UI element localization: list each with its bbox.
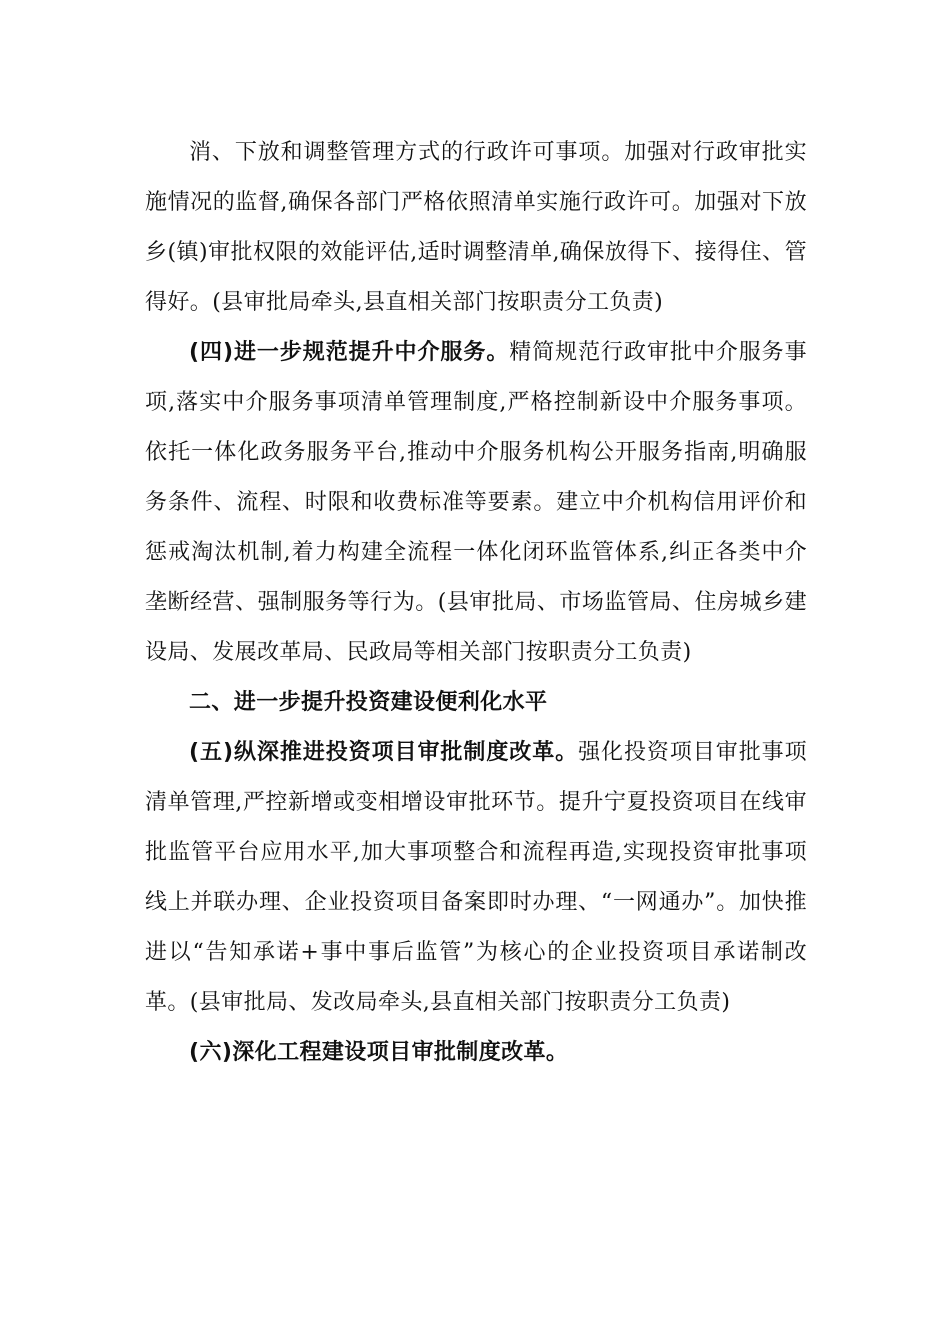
paragraph-text: 精简规范行政审批中介服务事项,落实中介服务事项清单管理制度,严格控制新设中介服务事项。依托一体化政务服务平台,推动中介服务机构公开服务指南,明确服务条件、流程、时限和收费标准等要素。建立中介机构信用评价和惩戒淘汰机制,着力构建全流程一体化闭环监管体系,纠正各类中介垄断经营、强制服务等行为。(县审批局、市场监管局、住房城乡建设局、发展改革局、民政局等相关部门按职责分工负责) [145,340,807,665]
paragraph-heading: (四)进一步规范提升中介服务。 [189,340,510,365]
section-heading-text: 二、进一步提升投资建设便利化水平 [189,690,548,715]
paragraph-heading: (五)纵深推进投资项目审批制度改革。 [189,740,579,765]
paragraph-engineering-approval [145,1028,807,1078]
paragraph-investment-approval [145,728,807,1028]
paragraph-intermediary-services [145,328,807,678]
paragraph-administrative-approval [145,128,807,328]
paragraph-text: 强化投资项目审批事项清单管理,严控新增或变相增设审批环节。提升宁夏投资项目在线审批监管平台应用水平,加大事项整合和流程再造,实现投资审批事项线上并联办理、企业投资项目备案即时办理、“一网通办”。加快推进以“告知承诺+事中事后监管”为核心的企业投资项目承诺制改革。(县审批局、发改局牵头,县直相关部门按职责分工负责) [145,740,807,1015]
paragraph-heading: (六)深化工程建设项目审批制度改革。 [189,1040,569,1065]
document-page [145,128,807,1078]
section-heading [145,678,807,728]
paragraph-text: 消、下放和调整管理方式的行政许可事项。加强对行政审批实施情况的监督,确保各部门严格依照清单实施行政许可。加强对下放乡(镇)审批权限的效能评估,适时调整清单,确保放得下、接得住、管得好。(县审批局牵头,县直相关部门按职责分工负责) [145,140,807,315]
